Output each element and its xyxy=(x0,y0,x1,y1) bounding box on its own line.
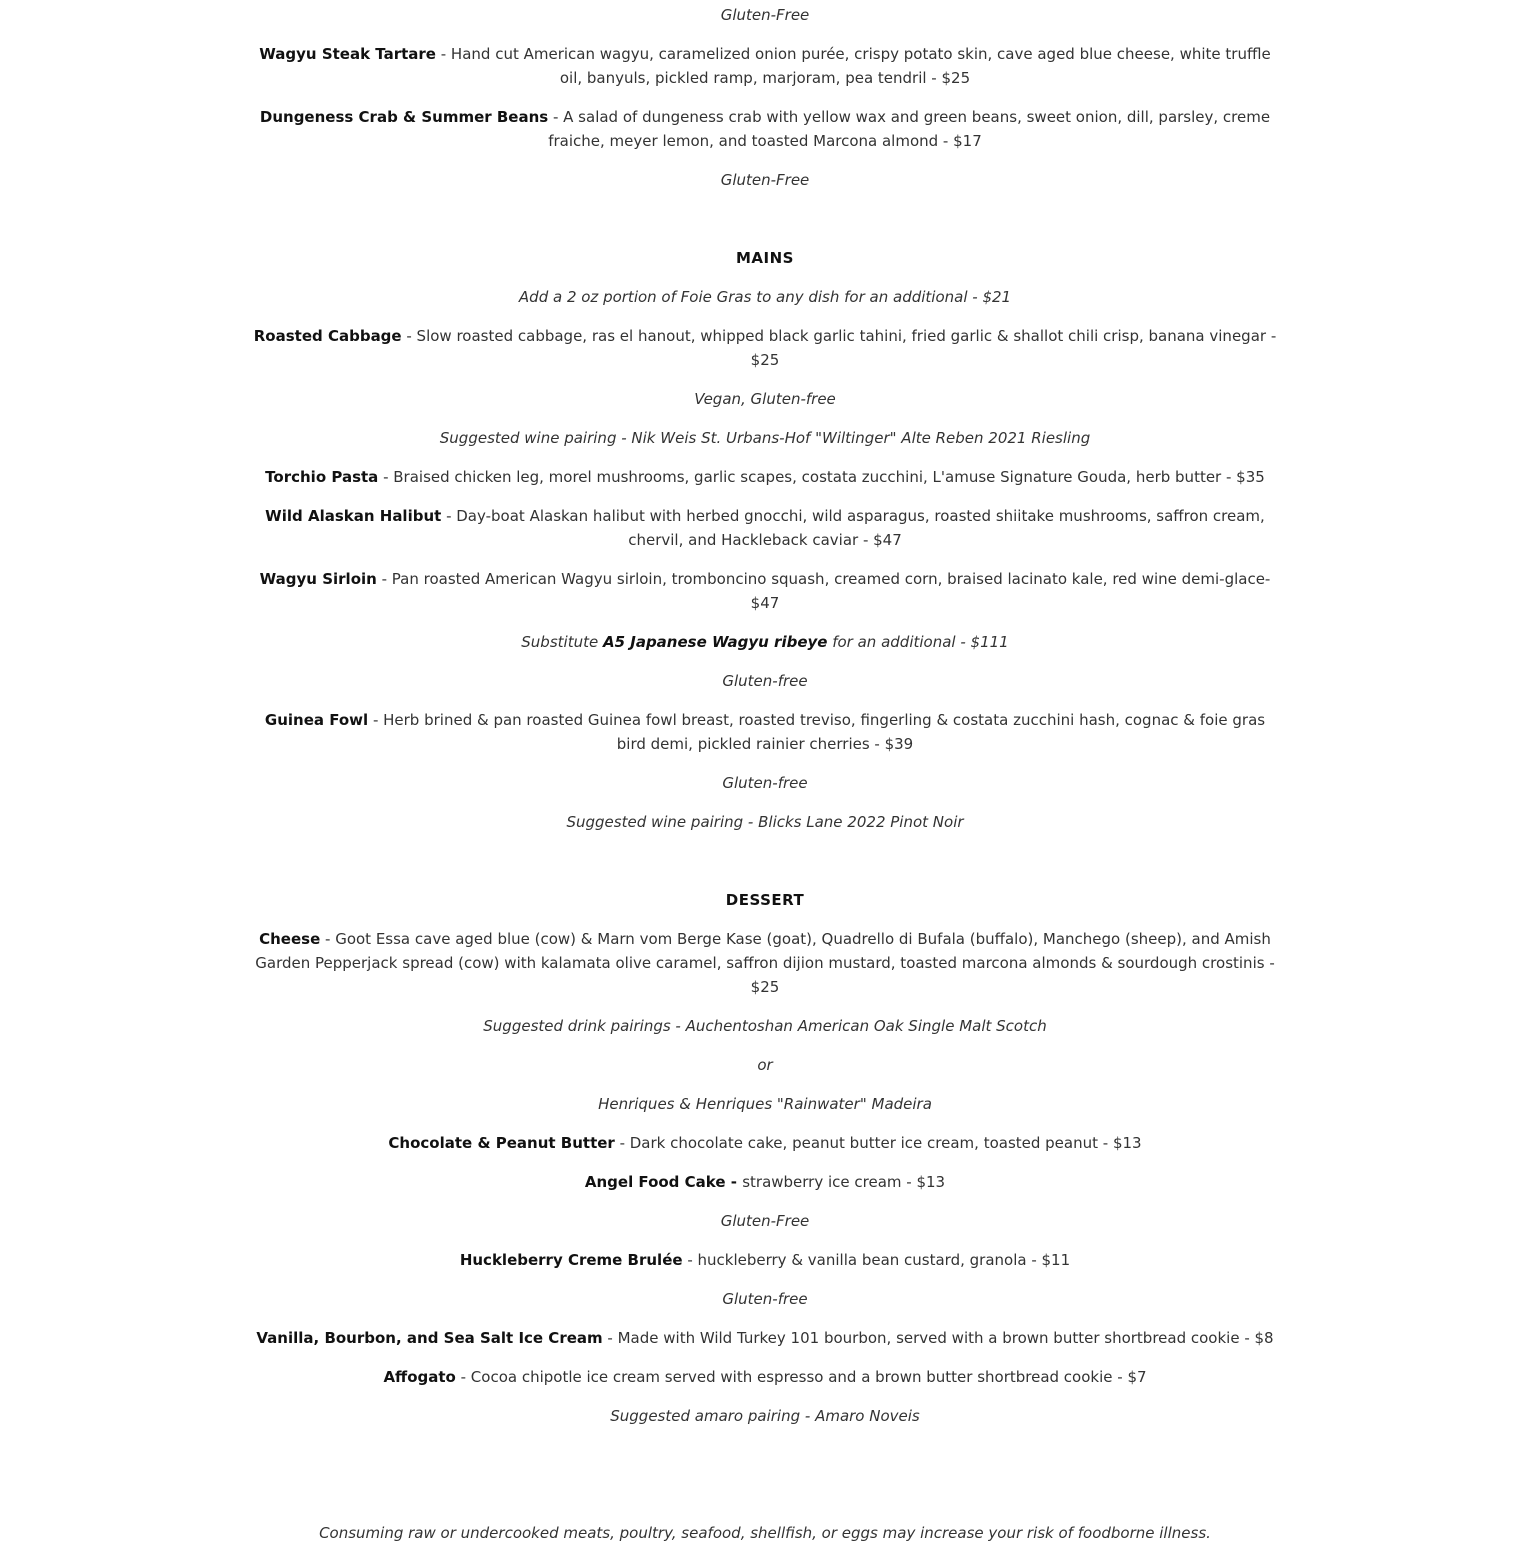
item-description: - A salad of dungeness crab with yellow wax and green beans, sweet onion, dill, parsley, creme fraiche, meyer lemon, and toasted Marcona almond - $17 xyxy=(548,108,1271,150)
dietary-note: Gluten-Free xyxy=(720,6,810,24)
menu-item-cheese xyxy=(250,927,1280,999)
item-name: Guinea Fowl xyxy=(264,711,369,729)
menu-item-wagyu-tartare xyxy=(250,42,1280,90)
menu-item-guinea-fowl xyxy=(250,708,1280,756)
menu-item-chocolate-peanut-butter xyxy=(250,1131,1280,1155)
item-description: - Pan roasted American Wagyu sirloin, tromboncino squash, creamed corn, braised lacinato kale, red wine demi-glace- $47 xyxy=(376,570,1271,612)
drink-pairing-or: or xyxy=(757,1056,773,1074)
menu-item-torchio-pasta xyxy=(250,465,1280,489)
menu-item-affogato xyxy=(250,1365,1280,1389)
item-description: - Made with Wild Turkey 101 bourbon, served with a brown butter shortbread cookie - $8 xyxy=(602,1329,1274,1347)
menu-item-bourbon-ice-cream xyxy=(250,1326,1280,1350)
menu xyxy=(250,3,1280,1545)
page-bottom-edge xyxy=(0,1521,1530,1524)
item-name: Chocolate & Peanut Butter xyxy=(388,1134,615,1152)
wine-pairing: Suggested wine pairing - Blicks Lane 2022 Pinot Noir xyxy=(566,813,964,831)
drink-pairing: Suggested drink pairings - Auchentoshan American Oak Single Malt Scotch xyxy=(483,1017,1047,1035)
item-name: Dungeness Crab & Summer Beans xyxy=(259,108,549,126)
foodborne-illness-warning: Consuming raw or undercooked meats, poultry, seafood, shellfish, or eggs may increase your risk of foodborne illness. xyxy=(319,1524,1211,1542)
item-description: - Dark chocolate cake, peanut butter ice cream, toasted peanut - $13 xyxy=(614,1134,1142,1152)
dietary-note: Vegan, Gluten-free xyxy=(694,390,836,408)
item-description: - Goot Essa cave aged blue (cow) & Marn vom Berge Kase (goat), Quadrello di Bufala (buffalo), Manchego (sheep), and Amish Garden Pepperjack spread (cow) with kalamata olive caramel, saffron dijion mustard, toasted marcona almonds & sourdough crostinis - $25 xyxy=(255,930,1275,996)
item-name: Wagyu Sirloin xyxy=(259,570,377,588)
item-description: strawberry ice cream - $13 xyxy=(742,1173,946,1191)
item-description: - Day-boat Alaskan halibut with herbed gnocchi, wild asparagus, roasted shiitake mushrooms, saffron cream, chervil, and Hackleback caviar - $47 xyxy=(441,507,1265,549)
section-title-mains: MAINS xyxy=(736,249,794,267)
item-name: Roasted Cabbage xyxy=(253,327,402,345)
item-name: Torchio Pasta xyxy=(265,468,379,486)
item-description: - Slow roasted cabbage, ras el hanout, whipped black garlic tahini, fried garlic & shallot chili crisp, banana vinegar - $25 xyxy=(401,327,1277,369)
amaro-pairing: Suggested amaro pairing - Amaro Noveis xyxy=(610,1407,920,1425)
item-description: - huckleberry & vanilla bean custard, granola - $11 xyxy=(682,1251,1071,1269)
menu-item-angel-food-cake xyxy=(250,1170,1280,1194)
item-name: Cheese xyxy=(259,930,321,948)
substitution-suffix: for an additional - $111 xyxy=(827,633,1009,651)
dietary-note: Gluten-free xyxy=(722,774,808,792)
substitution-note xyxy=(250,630,1280,654)
menu-item-roasted-cabbage xyxy=(250,324,1280,372)
item-name: Affogato xyxy=(383,1368,456,1386)
foie-gras-note: Add a 2 oz portion of Foie Gras to any dish for an additional - $21 xyxy=(518,288,1012,306)
item-name: Wild Alaskan Halibut xyxy=(265,507,442,525)
dietary-note: Gluten-Free xyxy=(720,1212,810,1230)
substitution-prefix: Substitute xyxy=(521,633,603,651)
menu-item-wild-alaskan-halibut xyxy=(250,504,1280,552)
dietary-note: Gluten-free xyxy=(722,1290,808,1308)
item-name: Huckleberry Creme Brulée xyxy=(459,1251,683,1269)
dietary-note: Gluten-free xyxy=(722,672,808,690)
item-name: Angel Food Cake - xyxy=(584,1173,743,1191)
item-description: - Braised chicken leg, morel mushrooms, garlic scapes, costata zucchini, L'amuse Signature Gouda, herb butter - $35 xyxy=(378,468,1265,486)
drink-pairing: Henriques & Henriques "Rainwater" Madeira xyxy=(598,1095,932,1113)
wine-pairing: Suggested wine pairing - Nik Weis St. Urbans-Hof "Wiltinger" Alte Reben 2021 Riesling xyxy=(439,429,1091,447)
item-name: Wagyu Steak Tartare xyxy=(259,45,436,63)
item-description: - Herb brined & pan roasted Guinea fowl breast, roasted treviso, fingerling & costata zucchini hash, cognac & foie gras bird demi, pickled rainier cherries - $39 xyxy=(368,711,1266,753)
item-description: - Cocoa chipotle ice cream served with espresso and a brown butter shortbread cookie - $7 xyxy=(455,1368,1147,1386)
menu-item-dungeness-crab xyxy=(250,105,1280,153)
dietary-note: Gluten-Free xyxy=(720,171,810,189)
substitution-item: A5 Japanese Wagyu ribeye xyxy=(602,633,828,651)
item-name: Vanilla, Bourbon, and Sea Salt Ice Cream xyxy=(256,1329,603,1347)
item-description: - Hand cut American wagyu, caramelized onion purée, crispy potato skin, cave aged blue cheese, white truffle oil, banyuls, pickled ramp, marjoram, pea tendril - $25 xyxy=(435,45,1271,87)
menu-item-huckleberry-creme-brulee xyxy=(250,1248,1280,1272)
section-title-dessert: DESSERT xyxy=(725,891,805,909)
menu-item-wagyu-sirloin xyxy=(250,567,1280,615)
